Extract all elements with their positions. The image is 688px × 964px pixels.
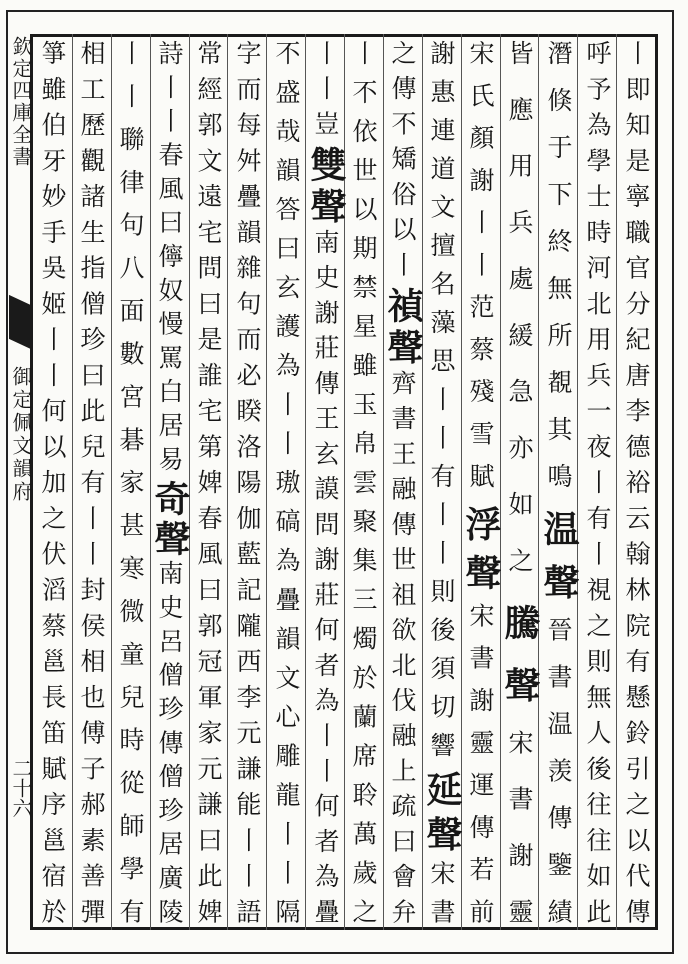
text-column xyxy=(112,40,148,924)
text-column xyxy=(268,40,304,924)
rhyme-heading: 浮聲 xyxy=(460,505,501,603)
rhyme-heading: 雙聲 xyxy=(305,145,346,229)
text-run: 常經郭文遠宅問曰是誰宅第婢春風曰郭冠軍家元謙曰此婢 xyxy=(194,40,223,924)
rhyme-heading: 禎聲 xyxy=(382,286,423,370)
text-run: 齊書王融傳世祖欲北伐融上疏曰會弁 xyxy=(388,369,417,924)
text-column xyxy=(460,40,501,924)
text-column xyxy=(229,40,265,924)
column-rule xyxy=(538,34,539,930)
text-column xyxy=(421,40,462,925)
text-run: 丨即知是寧職官分紀唐李德裕云翰林院有懸鈴引之以代傳 xyxy=(622,40,651,924)
text-run: 晉書温羡傳鑒績 xyxy=(544,616,573,925)
text-run: 韻答曰玄護為丨丨璈碻為疊韻文心雕龍丨丨隔 xyxy=(272,157,301,924)
column-rule xyxy=(227,34,228,930)
text-run: 宋書謝靈 xyxy=(505,729,534,925)
margin-book-title: 御定佩文韻府 xyxy=(9,366,33,504)
text-run: 南史呂僧珍傳僧珍居廣陵 xyxy=(155,560,184,924)
text-run: 丨丨聯律句八面數宮碁 xyxy=(116,40,145,470)
text-column xyxy=(538,40,579,925)
text-run: 潛倏于下終無所覩其鳴 xyxy=(544,40,573,510)
text-column xyxy=(345,40,381,924)
text-run: 宋書 xyxy=(427,859,456,925)
text-column xyxy=(382,40,423,924)
margin-title: 欽定四庫全書 xyxy=(9,36,33,168)
rhyme-heading: 延聲 xyxy=(421,770,462,860)
text-run: 字而每舛疊韻雜句而必睽洛陽伽藍記隴西李元謙能丨丨語 xyxy=(233,40,262,924)
text-run: 宋書謝靈運傳若前 xyxy=(466,602,495,924)
text-run: 呼予為學士時河北用兵一夜丨有丨視之則無人後往往如此 xyxy=(583,40,612,924)
text-run: 之傳不矯俗以丨 xyxy=(388,40,417,287)
column-rule xyxy=(266,34,267,930)
text-column xyxy=(149,40,190,924)
page-number: 二十六 xyxy=(9,758,33,818)
text-run: 詩丨丨春風曰儜奴慢罵白居易 xyxy=(155,40,184,480)
column-rule xyxy=(616,34,617,930)
text-column xyxy=(73,40,109,924)
text-run: 丨丨豈 xyxy=(311,40,340,146)
text-run: 不盛哉 xyxy=(272,40,301,158)
text-column xyxy=(190,40,226,924)
text-column xyxy=(618,40,654,924)
text-column xyxy=(499,40,540,925)
text-run: 南史謝莊傳王玄謨問謝莊何者為丨丨何者為疊 xyxy=(311,228,340,924)
rhyme-heading: 騰聲 xyxy=(499,603,540,730)
text-column xyxy=(34,40,70,924)
text-run: 宋氏顏謝丨丨范蔡殘雪賦 xyxy=(466,40,495,506)
text-run: 箏雖伯牙妙手吳姬丨丨何以加之伏滔蔡邕長笛賦序邕宿於 xyxy=(38,40,67,924)
text-run: 星雖玉帛雲聚集三燭於蘭席聆萬歲之 xyxy=(349,313,378,924)
text-run: 相工歷觀諸生指僧珍曰此兒有丨丨封侯相也傅子郝素善彈 xyxy=(77,40,106,924)
text-run: 謝惠連道文擅名藻思丨丨有丨丨則後須切響 xyxy=(427,40,456,771)
text-run: 家甚寒微童兒時從師學有 xyxy=(116,469,145,924)
rhyme-heading: 奇聲 xyxy=(149,479,190,561)
text-column xyxy=(579,40,615,924)
text-run: 丨不依世以期禁 xyxy=(349,40,378,314)
text-run: 皆應用兵處緩急亦如之 xyxy=(505,40,534,604)
text-column xyxy=(305,40,346,924)
rhyme-heading: 温聲 xyxy=(538,509,579,617)
column-rule xyxy=(577,34,578,930)
